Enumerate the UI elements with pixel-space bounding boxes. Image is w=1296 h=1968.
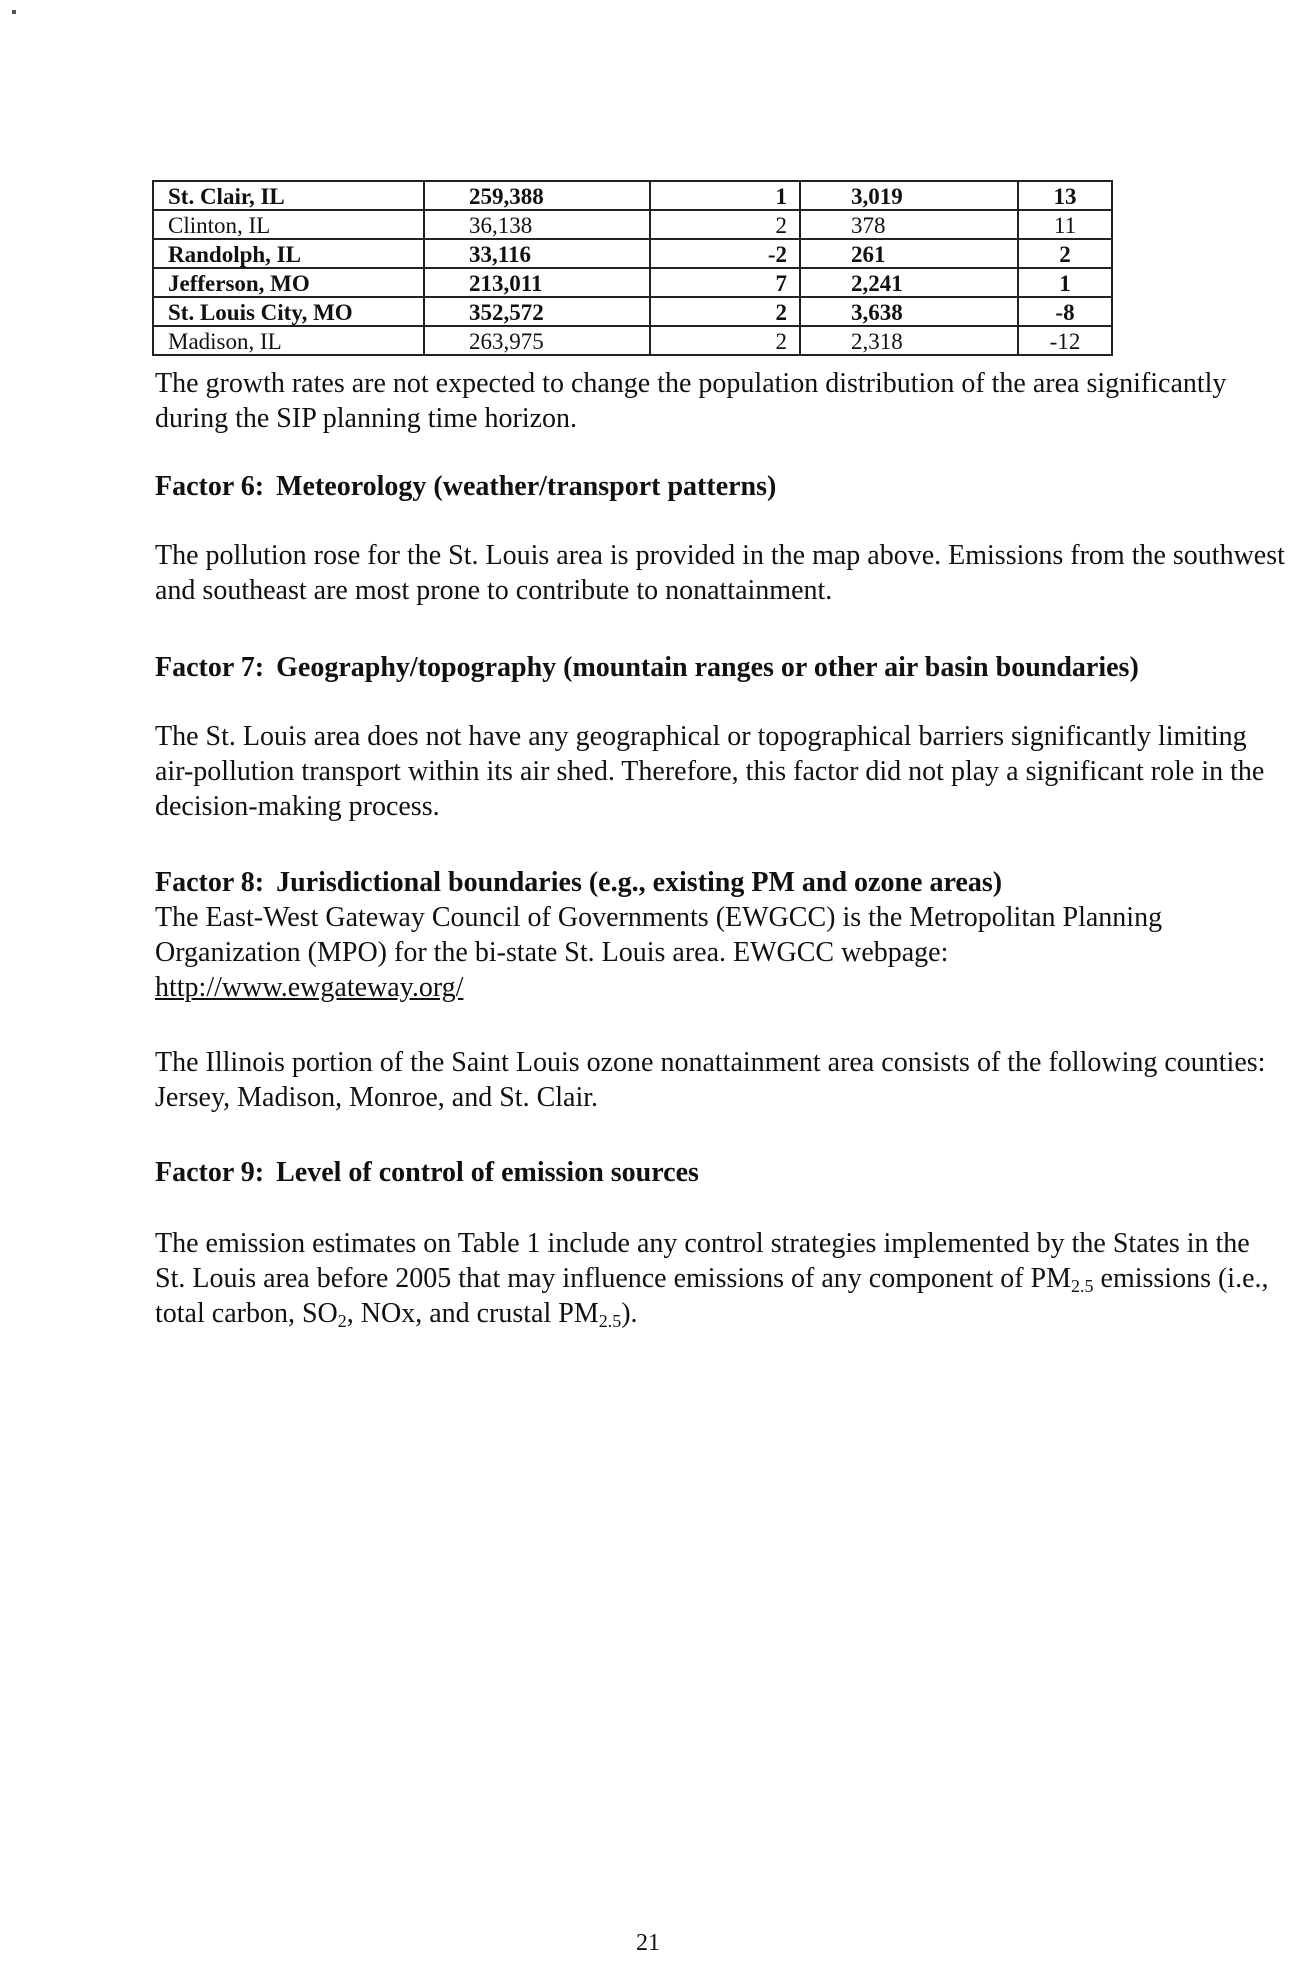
- factor9-text-1: The emission estimates on Table 1 include any control strategies implemented by the States in the St. Louis area before 2005 that may influence emissions of any component of PM: [155, 1228, 1250, 1294]
- density-cell: 3,019: [800, 181, 1018, 210]
- factor6-body: The pollution rose for the St. Louis area is provided in the map above. Emissions from the southwest and southeast are most prone to contribute to nonattainment.: [155, 540, 1285, 606]
- growth-rate-cell: 2: [650, 297, 800, 326]
- factor7-label: Factor 7:: [155, 652, 265, 683]
- factor9-text-3: , NOx, and crustal PM: [346, 1298, 599, 1329]
- density-cell: 261: [800, 239, 1018, 268]
- factor7-heading: [155, 650, 1285, 685]
- so2-subscript: 2: [337, 1311, 347, 1331]
- county-name: Randolph, IL: [153, 239, 424, 268]
- county-name: Madison, IL: [153, 326, 424, 355]
- factor7-title: Geography/topography (mountain ranges or other air basin boundaries): [276, 652, 1139, 683]
- change-cell: -12: [1018, 326, 1112, 355]
- density-cell: 2,318: [800, 326, 1018, 355]
- population-cell: 259,388: [424, 181, 650, 210]
- change-cell: 1: [1018, 268, 1112, 297]
- growth-paragraph: The growth rates are not expected to change the population distribution of the area significantly during the SIP planning time horizon.: [155, 368, 1227, 434]
- density-cell: 3,638: [800, 297, 1018, 326]
- change-cell: -8: [1018, 297, 1112, 326]
- factor8-body-text: The East-West Gateway Council of Governments (EWGCC) is the Metropolitan Planning Organization (MPO) for the bi-state St. Louis area. EWGCC webpage:: [155, 902, 1163, 968]
- growth-rate-cell: -2: [650, 239, 800, 268]
- factor8-label: Factor 8:: [155, 867, 265, 898]
- factor9-text-4: ).: [621, 1298, 638, 1329]
- table-row: [153, 239, 1112, 268]
- population-cell: 33,116: [424, 239, 650, 268]
- factor6-heading: [155, 469, 1285, 504]
- change-cell: 13: [1018, 181, 1112, 210]
- growth-rate-cell: 1: [650, 181, 800, 210]
- factor9-heading: [155, 1155, 1285, 1190]
- table-row: [153, 297, 1112, 326]
- growth-rate-cell: 7: [650, 268, 800, 297]
- county-data-table: [152, 180, 1113, 356]
- factor9-text-2: emissions (i.e., total carbon, SO: [155, 1263, 1269, 1329]
- population-cell: 213,011: [424, 268, 650, 297]
- factor6-title: Meteorology (weather/transport patterns): [276, 471, 777, 502]
- factor8-heading: [155, 865, 1285, 900]
- density-cell: 378: [800, 210, 1018, 239]
- factor9-label: Factor 9:: [155, 1157, 265, 1188]
- factor8-title: Jurisdictional boundaries (e.g., existing PM and ozone areas): [276, 867, 1003, 898]
- factor8-body2: The Illinois portion of the Saint Louis ozone nonattainment area consists of the following counties: Jersey, Madison, Monroe, and St. Clair.: [155, 1047, 1266, 1113]
- table-row: [153, 326, 1112, 355]
- scan-mark: [12, 10, 16, 14]
- table-row: [153, 181, 1112, 210]
- population-cell: 352,572: [424, 297, 650, 326]
- factor8-body: [155, 900, 1285, 1005]
- factor9-body: [155, 1226, 1285, 1331]
- ewgateway-link[interactable]: http://www.ewgateway.org/: [155, 972, 464, 1003]
- growth-rate-cell: 2: [650, 326, 800, 355]
- change-cell: 2: [1018, 239, 1112, 268]
- factor9-title: Level of control of emission sources: [276, 1157, 699, 1188]
- pm25-subscript: 2.5: [1071, 1276, 1094, 1296]
- table-row: [153, 210, 1112, 239]
- factor6-label: Factor 6:: [155, 471, 265, 502]
- factor7-body: The St. Louis area does not have any geographical or topographical barriers significantly limiting air-pollution transport within its air shed. Therefore, this factor did not play a significant role in the decision-making process.: [155, 721, 1265, 822]
- county-name: St. Clair, IL: [153, 181, 424, 210]
- county-name: Jefferson, MO: [153, 268, 424, 297]
- population-cell: 263,975: [424, 326, 650, 355]
- page-number: 21: [636, 1930, 660, 1956]
- county-name: St. Louis City, MO: [153, 297, 424, 326]
- population-cell: 36,138: [424, 210, 650, 239]
- growth-rate-cell: 2: [650, 210, 800, 239]
- county-name: Clinton, IL: [153, 210, 424, 239]
- density-cell: 2,241: [800, 268, 1018, 297]
- pm25-subscript-2: 2.5: [598, 1311, 622, 1331]
- change-cell: 11: [1018, 210, 1112, 239]
- table-row: [153, 268, 1112, 297]
